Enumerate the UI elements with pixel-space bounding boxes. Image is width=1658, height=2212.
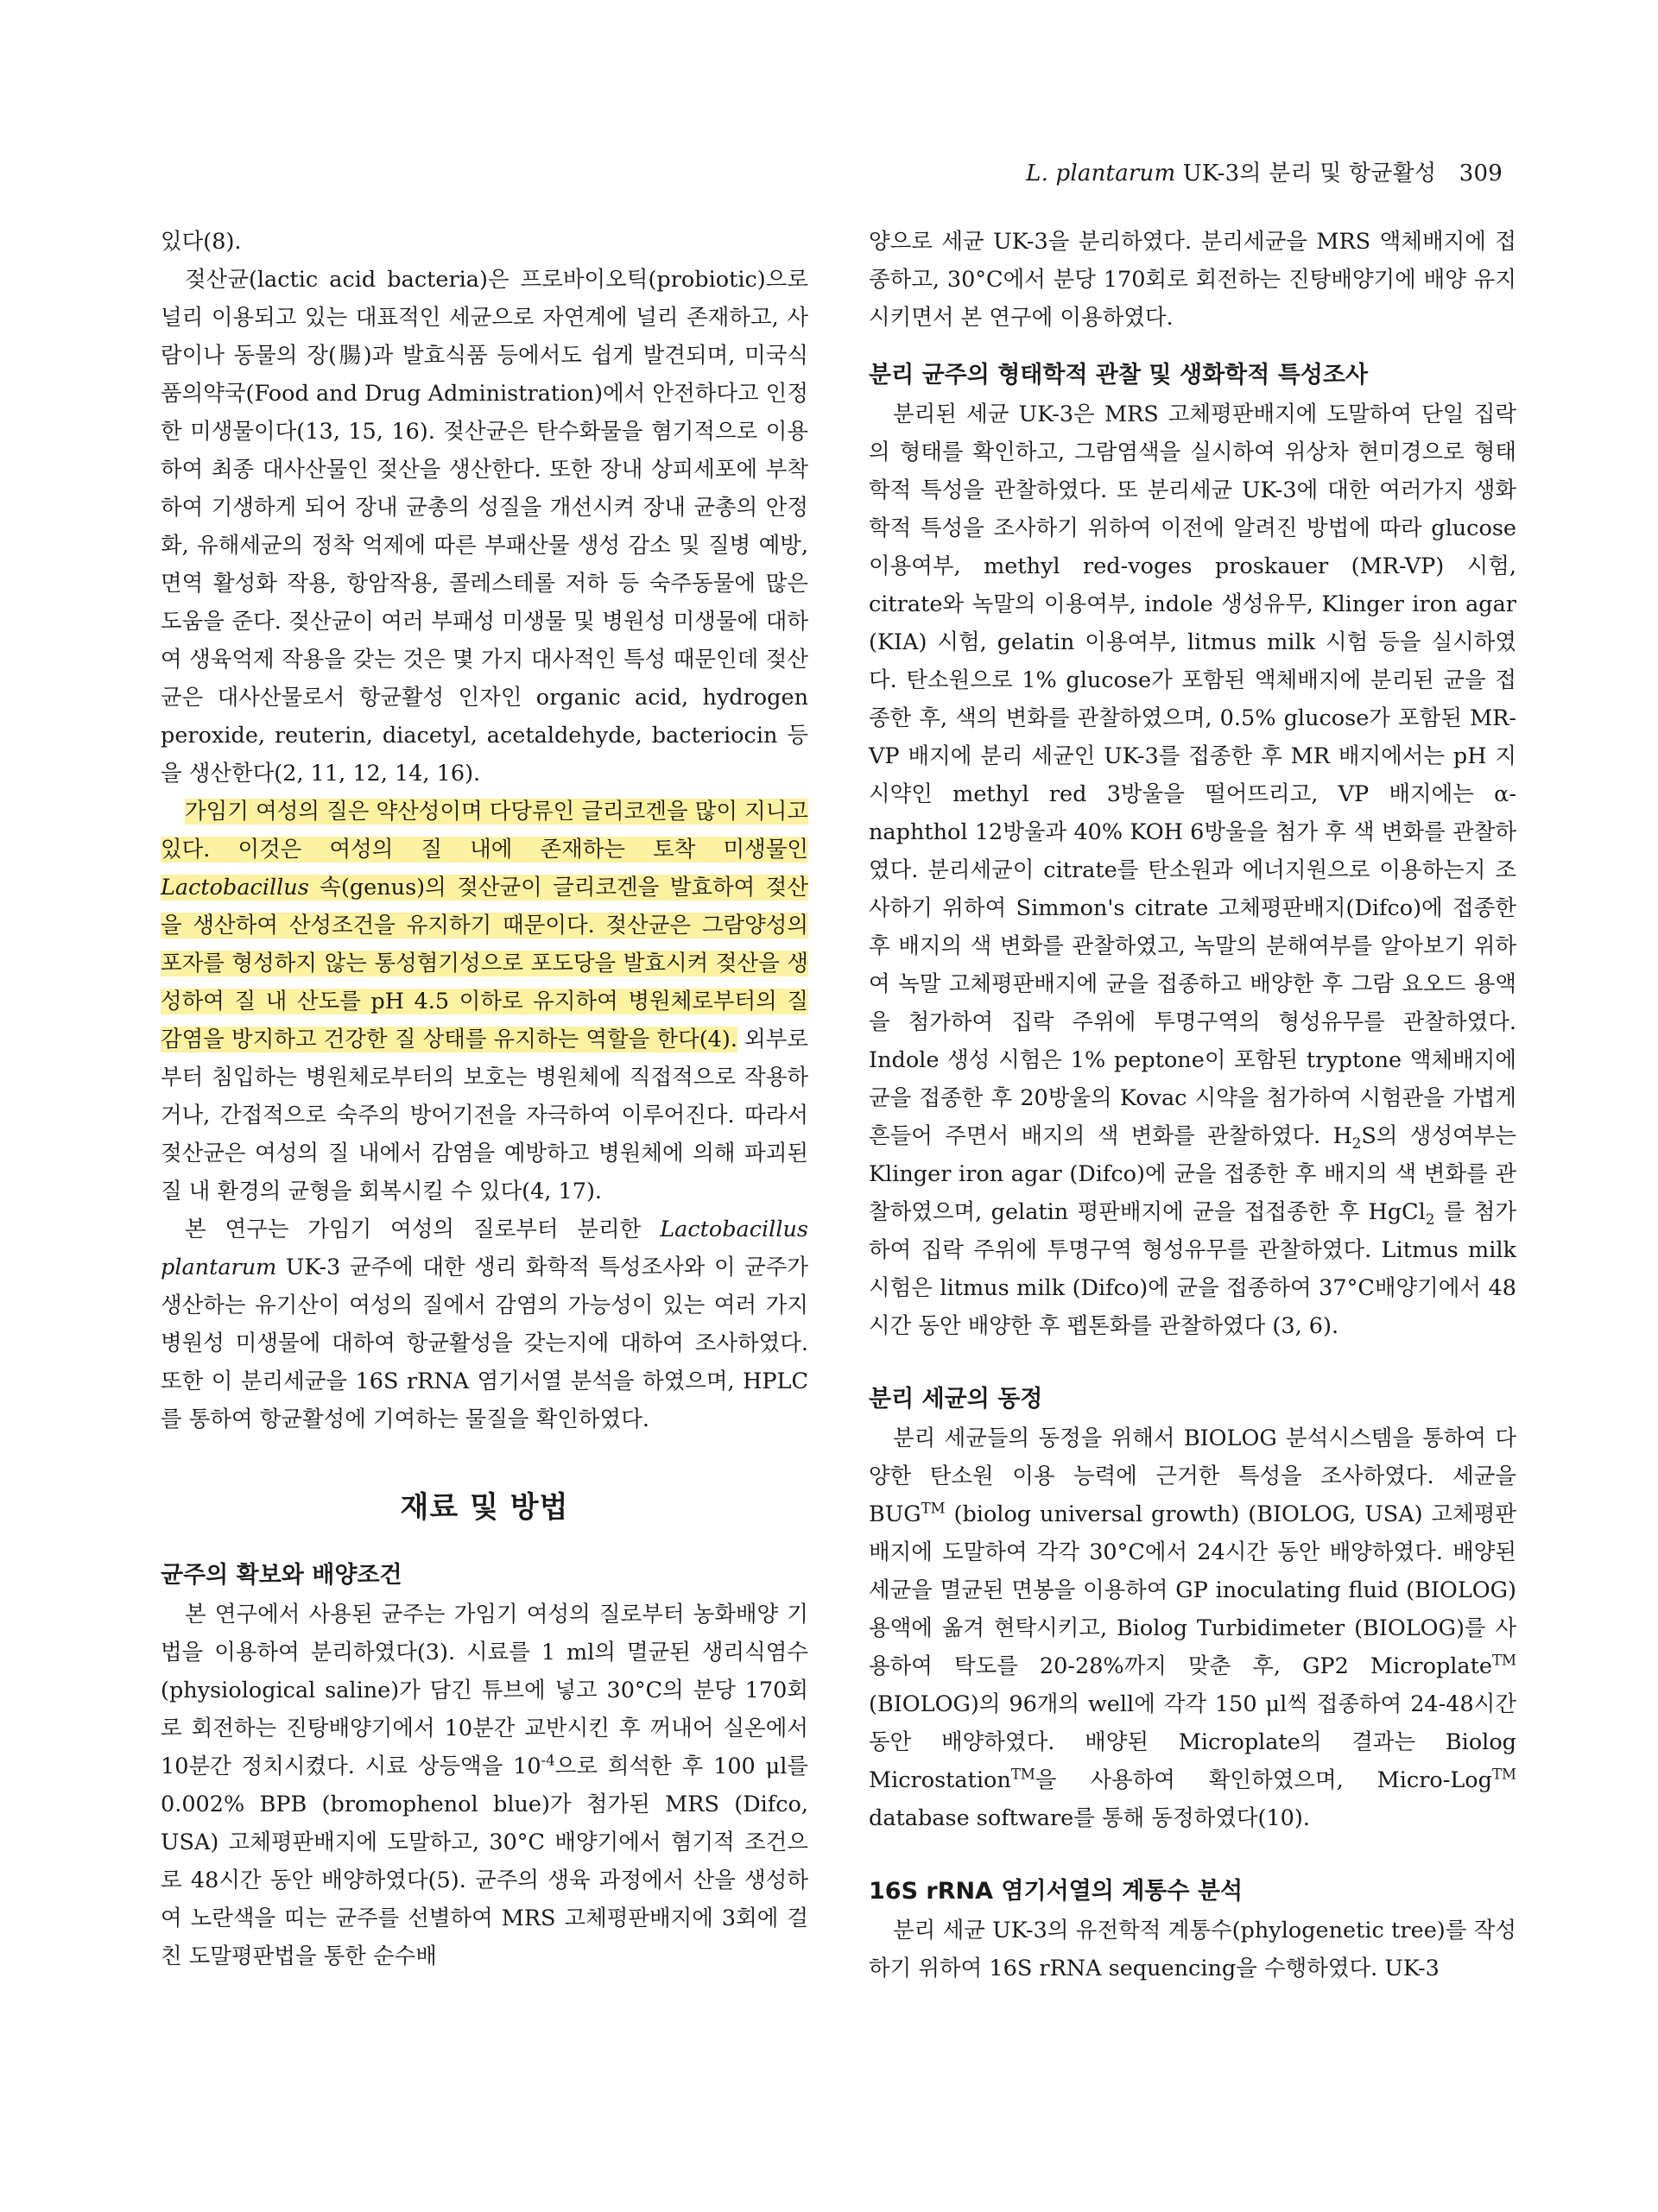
left-paragraph-4: 본 연구는 가임기 여성의 질로부터 분리한 Lactobacillus plantarum UK-3 균주에 대한 생리 화학적 특성조사와 이 균주가 생산하는 유기산이 여성의 질에서 감염의 가능성이 있는 여러 가지 병원성 미생물에 대하여 항균활성을 갖는지에 대하여 조사하였다. 또한 이 분리세균을 16S rRNA 염기서열 분석을 하였으며, HPLC를 통하여 항균활성에 기여하는 물질을 확인하였다. (161, 1217, 808, 1432)
right-paragraph-2: 분리된 세균 UK-3은 MRS 고체평판배지에 도말하여 단일 집락의 형태를 확인하고, 그람염색을 실시하여 위상차 현미경으로 형태학적 특성을 관찰하였다. 또 분리세균 UK-3에 대한 여러가지 생화학적 특성을 조사하기 위하여 이전에 알려진 방법에 따라 glucose 이용여부, methyl red-voges proskauer (MR-VP) 시험, citrate와 녹말의 이용여부, indole 생성유무, Klinger iron agar (KIA) 시험, gelatin 이용여부, litmus milk 시험 등을 실시하였다. 탄소원으로 1% glucose가 포함된 액체배지에 분리된 균을 접종한 후, 색의 변화를 관찰하였으며, 0.5% glucose가 포함된 MR-VP 배지에 분리 세균인 UK-3를 접종한 후 MR 배지에서는 pH 지시약인 methyl red 3방울을 떨어뜨리고, VP 배지에는 α-naphthol 12방울과 40% KOH 6방울을 첨가 후 색 변화를 관찰하였다. 분리세균이 citrate를 탄소원과 에너지원으로 이용하는지 조사하기 위하여 Simmon's citrate 고체평판배지(Difco)에 접종한 후 배지의 색 변화를 관찰하였고, 녹말의 분해여부를 알아보기 위하여 녹말 고체평판배지에 균을 접종하고 배양한 후 그람 요오드 용액을 첨가하여 집락 주위에 투명구역의 형성유무를 관찰하였다. Indole 생성 시험은 1% peptone이 포함된 tryptone 액체배지에 균을 접종한 후 20방울의 Kovac 시약을 첨가하여 시험관을 가볍게 흔들어 주면서 배지의 색 변화를 관찰하였다. $H_2S$의 생성여부는 Klinger iron agar (Difco)에 균을 접종한 후 배지의 색 변화를 관찰하였으며, gelatin 평판배지에 균을 접접종한 후 HgCl$_2$ 를 첨가하여 집락 주위에 투명구역 형성유무를 관찰하였다. Litmus milk 시험은 litmus milk (Difco)에 균을 접종하여 37°C배양기에서 48시간 동안 배양한 후 펩톤화를 관찰하였다 (3, 6). (869, 401, 1517, 1339)
right-paragraph-3: 분리 세균들의 동정을 위해서 BIOLOG 분석시스템을 통하여 다양한 탄소원 이용 능력에 근거한 특성을 조사하였다. 세균을 BUG™ (biolog universal growth) (BIOLOG, USA) 고체평판배지에 도말하여 각각 30°C에서 24시간 동안 배양하였다. 배양된 세균을 멸균된 면봉을 이용하여 GP inoculating fluid (BIOLOG) 용액에 옮겨 현탁시키고, Biolog Turbidimeter (BIOLOG)를 사용하여 탁도를 20-28%까지 맞춘 후, GP2 Microplate™ (BIOLOG)의 96개의 well에 각각 150 μl씩 접종하여 24-48시간 동안 배양하였다. 배양된 Microplate의 결과는 Biolog Microstation™을 사용하여 확인하였으며, Micro-Log™ database software를 통해 동정하였다(10). (869, 1425, 1516, 1831)
subheading-16s: 16S rRNA 염기서열의 계통수 분석 (869, 1878, 1244, 1905)
left-paragraph-5: 본 연구에서 사용된 균주는 가임기 여성의 질로부터 농화배양 기법을 이용하여 분리하였다(3). 시료를 1 ml의 멸균된 생리식염수(physiological saline)가 담긴 튜브에 넣고 30°C의 분당 170회로 회전하는 진탕배양기에서 10분간 교반시킨 후 꺼내어 실온에서 10분간 정치시켰다. 시료 상등액을 $10^{-4}$으로 희석한 후 100 μl를 0.002% BPB (bromophenol blue)가 첨가된 MRS (Difco, USA) 고체평판배지에 도말하고, 30°C 배양기에서 혐기적 조건으로 48시간 동안 배양하였다(5). 균주의 생육 과정에서 산을 생성하여 노란색을 띠는 균주를 선별하여 MRS 고체평판배지에 3회에 걸친 도말평판법을 통한 순수배 (161, 1602, 808, 1969)
page-number: 309 (1459, 161, 1503, 186)
left-paragraph-3: 가임기 여성의 질은 약산성이며 다당류인 글리코겐을 많이 지니고 있다. 이것은 여성의 질 내에 존재하는 토착 미생물인 Lactobacillus 속(genus)의 젖산균이 글리코겐을 발효하여 젖산을 생산하여 산성조건을 유지하기 때문이다. 젖산균은 그람양성의 포자를 형성하지 않는 통성혐기성으로 포도당을 발효시켜 젖산을 생성하여 질 내 산도를 pH 4.5 이하로 유지하여 병원체로부터의 질 감염을 방지하고 건강한 질 상태를 유지하는 역할을 한다(4). 외부로부터 침입하는 병원체로부터의 보호는 병원체에 직접적으로 작용하거나, 간접적으로 숙주의 방어기전을 자극하여 이루어진다. 따라서 젖산균은 여성의 질 내에서 감염을 예방하고 병원체에 의해 파괴된 질 내 환경의 균형을 회복시킬 수 있다(4, 17). (161, 799, 808, 1204)
header-italic-title: L. plantarum (1026, 161, 1176, 186)
left-column (161, 223, 808, 1975)
right-column (869, 223, 1516, 1988)
right-paragraph-4: 분리 세균 UK-3의 유전학적 계통수(phylogenetic tree)를 작성하기 위하여 16S rRNA sequencing을 수행하였다. UK-3 (869, 1918, 1516, 1981)
subheading-identification: 분리 세균의 동정 (869, 1386, 1043, 1413)
subheading-morphology: 분리 균주의 형태학적 관찰 및 생화학적 특성조사 (869, 362, 1369, 389)
running-header (1026, 155, 1503, 187)
highlighted-passage: 가임기 여성의 질은 약산성이며 다당류인 글리코겐을 많이 지니고 있다. 이것은 여성의 질 내에 존재하는 토착 미생물인 Lactobacillus 속(genus)의 젖산균이 글리코겐을 발효하여 젖산을 생산하여 산성조건을 유지하기 때문이다. 젖산균은 그람양성의 포자를 형성하지 않는 통성혐기성으로 포도당을 발효시켜 젖산을 생성하여 질 내 산도를 pH 4.5 이하로 유지하여 병원체로부터의 질 감염을 방지하고 건강한 질 상태를 유지하는 역할을 한다(4). (161, 799, 808, 1052)
left-paragraph-1: 있다(8). (161, 229, 242, 255)
subheading-culture: 균주의 확보와 배양조건 (161, 1562, 402, 1589)
right-paragraph-1: 양으로 세균 UK-3을 분리하였다. 분리세균을 MRS 액체배지에 접종하고, 30°C에서 분당 170회로 회전하는 진탕배양기에 배양 유지시키면서 본 연구에 이용하였다. (869, 229, 1516, 331)
left-paragraph-2: 젖산균(lactic acid bacteria)은 프로바이오틱(probiotic)으로 널리 이용되고 있는 대표적인 세균으로 자연계에 널리 존재하고, 사람이나 동물의 장(腸)과 발효식품 등에서도 쉽게 발견되며, 미국식품의약국(Food and Drug Administration)에서 안전하다고 인정한 미생물이다(13, 15, 16). 젖산균은 탄수화물을 혐기적으로 이용하여 최종 대사산물인 젖산을 생산한다. 또한 장내 상피세포에 부착하여 기생하게 되어 장내 균총의 성질을 개선시켜 장내 균총의 안정화, 유해세균의 정착 억제에 따른 부패산물 생성 감소 및 질병 예방, 면역 활성화 작용, 항암작용, 콜레스테롤 저하 등 숙주동물에 많은 도움을 준다. 젖산균이 여러 부패성 미생물 및 병원성 미생물에 대하여 생육억제 작용을 갖는 것은 몇 가지 대사적인 특성 때문인데 젖산균은 대사산물로서 항균활성 인자인 organic acid, hydrogen peroxide, reuterin, diacetyl, acetaldehyde, bacteriocin 등을 생산한다(2, 11, 12, 14, 16). (161, 267, 808, 787)
section-heading: 재료 및 방법 (400, 1490, 569, 1525)
header-title: UK-3의 분리 및 항균활성 (1182, 161, 1437, 186)
